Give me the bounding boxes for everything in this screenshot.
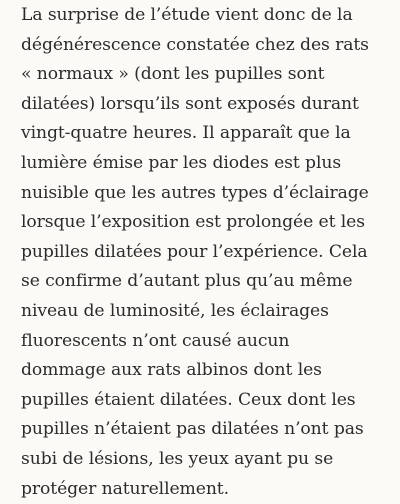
paragraph-line: dégénérescence constatée chez des rats	[21, 31, 396, 61]
paragraph-line: subi de lésions, les yeux ayant pu se	[21, 445, 396, 475]
paragraph-line: pupilles étaient dilatées. Ceux dont les	[21, 386, 396, 416]
paragraph-line: niveau de luminosité, les éclairages	[21, 297, 396, 327]
paragraph-line: pupilles dilatées pour l’expérience. Cela	[21, 238, 396, 268]
paragraph-line: « normaux » (dont les pupilles sont	[21, 60, 396, 90]
paragraph-line: pupilles n’étaient pas dilatées n’ont pas	[21, 415, 396, 445]
paragraph-line: se confirme d’autant plus qu’au même	[21, 267, 396, 297]
paragraph-line: lorsque l’exposition est prolongée et les	[21, 208, 396, 238]
paragraph-line: La surprise de l’étude vient donc de la	[21, 1, 396, 31]
article-paragraph	[21, 1, 396, 504]
paragraph-line: fluorescents n’ont causé aucun	[21, 327, 396, 357]
paragraph-line: dommage aux rats albinos dont les	[21, 356, 396, 386]
paragraph-line: nuisible que les autres types d’éclairage	[21, 179, 396, 209]
paragraph-line: vingt-quatre heures. Il apparaît que la	[21, 119, 396, 149]
paragraph-line: lumière émise par les diodes est plus	[21, 149, 396, 179]
paragraph-line: dilatées) lorsqu’ils sont exposés durant	[21, 90, 396, 120]
paragraph-line: protéger naturellement.	[21, 475, 396, 504]
